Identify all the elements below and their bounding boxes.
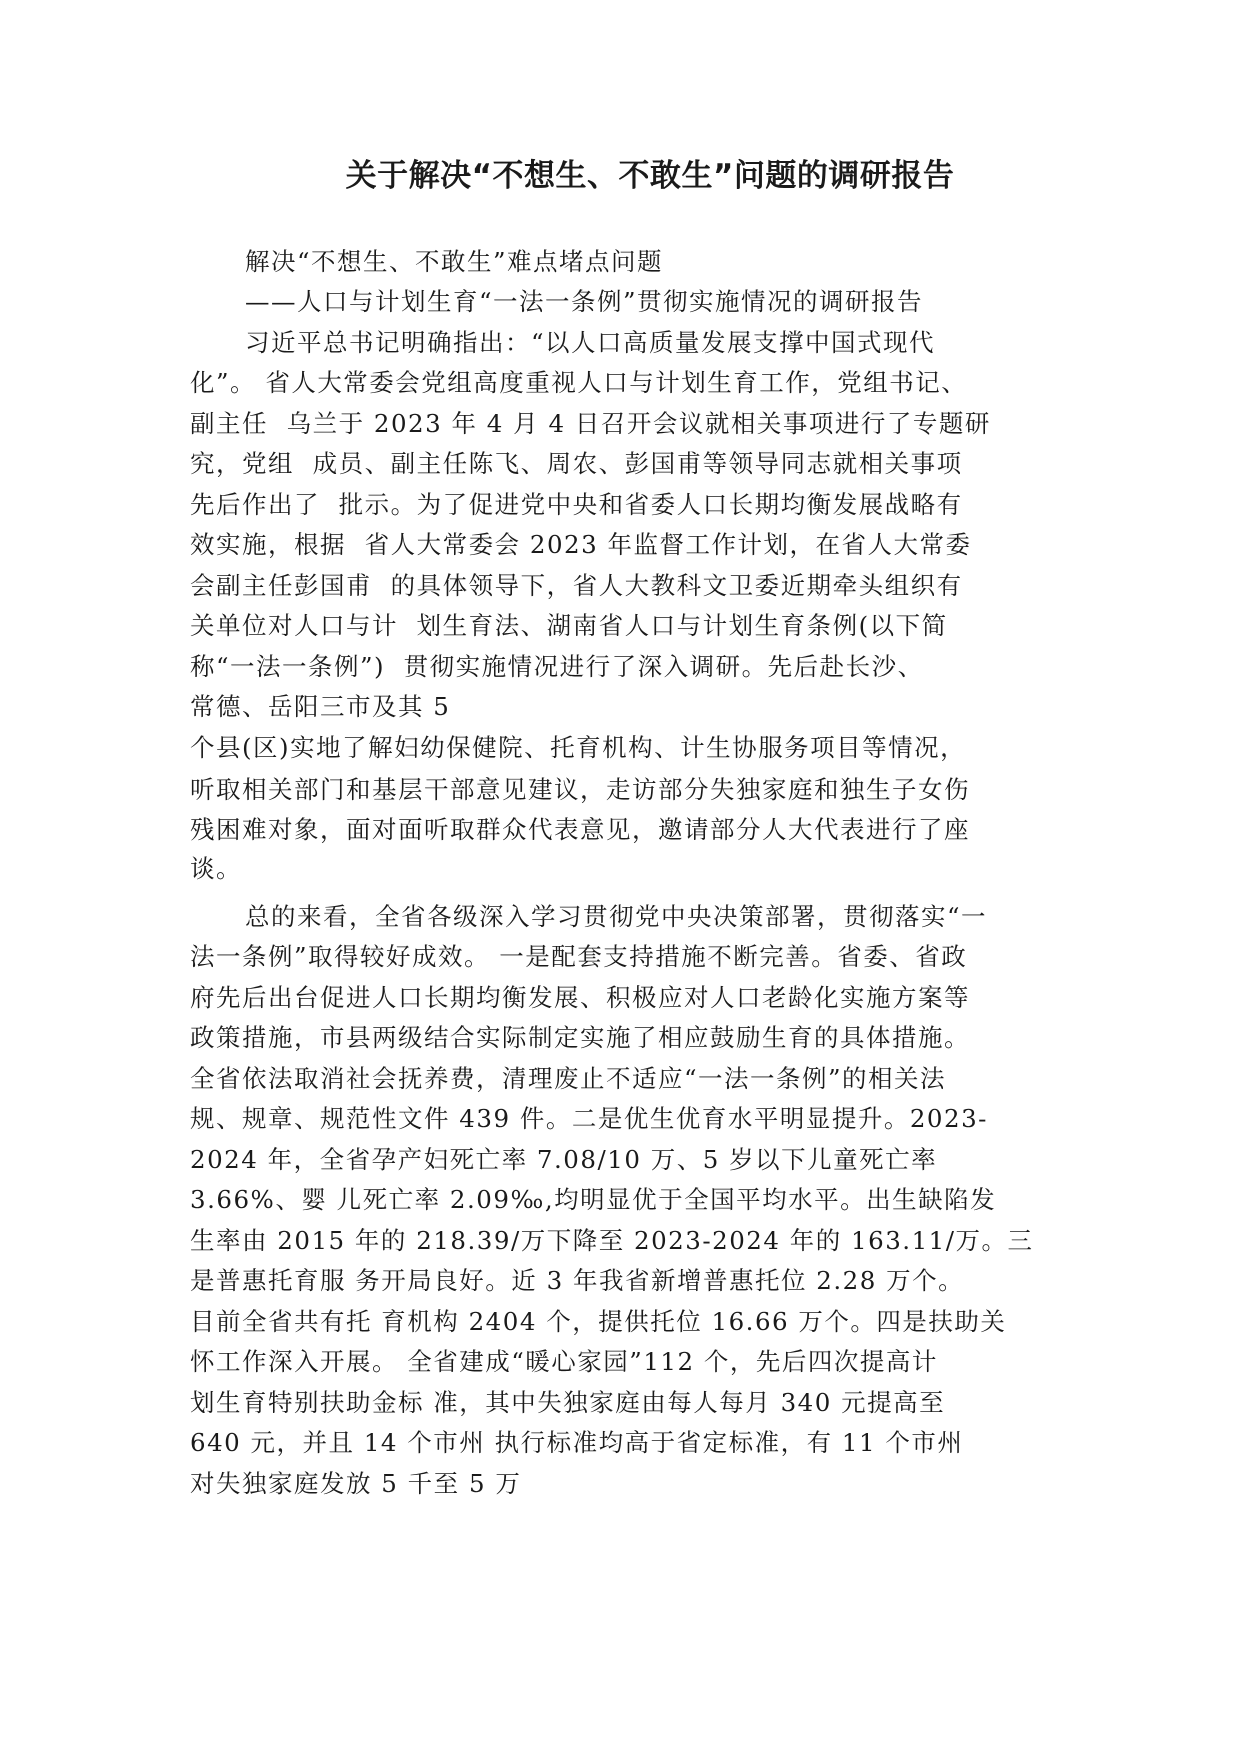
body-line: 总的来看，全省各级深入学习贯彻党中央决策部署，贯彻落实“一 — [245, 902, 988, 931]
body-line: 先后作出了 批示。为了促进党中央和省委人口长期均衡发展战略有 — [190, 490, 963, 519]
body-line: 3.66%、婴 儿死亡率 2.09‰,均明显优于全国平均水平。出生缺陷发 — [190, 1185, 997, 1214]
body-line: 谈。 — [190, 854, 242, 883]
body-line: 化”。 省人大常委会党组高度重视人口与计划生育工作，党组书记、 — [190, 368, 968, 397]
body-line: 个县(区)实地了解妇幼保健院、托育机构、计生协服务项目等情况， — [190, 733, 967, 762]
body-line: 关单位对人口与计 划生育法、湖南省人口与计划生育条例(以下简 — [190, 611, 948, 640]
body-line: 残困难对象，面对面听取群众代表意见，邀请部分人大代表进行了座 — [190, 815, 970, 844]
body-line: 效实施，根据 省人大常委会 2023 年监督工作计划，在省人大常委 — [190, 530, 972, 559]
body-line: 法一条例”取得较好成效。 一是配套支持措施不断完善。省委、省政 — [190, 942, 968, 971]
body-line: 称“一法一条例”) 贯彻实施情况进行了深入调研。先后赴长沙、 — [190, 652, 924, 681]
body-line: 生率由 2015 年的 218.39/万下降至 2023-2024 年的 163.11/万。三 — [190, 1226, 1034, 1255]
document-title: 关于解决“不想生、不敢生”问题的调研报告 — [345, 158, 955, 194]
body-line: 政策措施，市县两级结合实际制定实施了相应鼓励生育的具体措施。 — [190, 1023, 970, 1052]
body-line: 究，党组 成员、副主任陈飞、周农、彭国甫等领导同志就相关事项 — [190, 449, 963, 478]
body-line: 常德、岳阳三市及其 5 — [190, 692, 451, 721]
body-line: 全省依法取消社会抚养费，清理废止不适应“一法一条例”的相关法 — [190, 1064, 947, 1093]
body-line: 规、规章、规范性文件 439 件。二是优生优育水平明显提升。2023- — [190, 1104, 988, 1133]
body-line: 会副主任彭国甫 的具体领导下，省人大教科文卫委近期牵头组织有 — [190, 571, 963, 600]
body-line: 划生育特别扶助金标 准，其中失独家庭由每人每月 340 元提高至 — [190, 1388, 946, 1417]
body-line: 是普惠托育服 务开局良好。近 3 年我省新增普惠托位 2.28 万个。 — [190, 1266, 965, 1295]
body-line: 目前全省共有托 育机构 2404 个，提供托位 16.66 万个。四是扶助关 — [190, 1307, 1007, 1336]
body-line: 习近平总书记明确指出：“以人口高质量发展支撑中国式现代 — [245, 328, 936, 357]
body-line: 对失独家庭发放 5 千至 5 万 — [190, 1469, 522, 1498]
body-line: 640 元，并且 14 个市州 执行标准均高于省定标准，有 11 个市州 — [190, 1428, 964, 1457]
body-line: 怀工作深入开展。 全省建成“暖心家园”112 个，先后四次提高计 — [190, 1347, 938, 1376]
body-line: 副主任 乌兰于 2023 年 4 月 4 日召开会议就相关事项进行了专题研 — [190, 409, 991, 438]
subtitle-line: ——人口与计划生育“一法一条例”贯彻实施情况的调研报告 — [245, 287, 924, 316]
body-line: 2024 年，全省孕产妇死亡率 7.08/10 万、5 岁以下儿童死亡率 — [190, 1145, 938, 1174]
body-line: 府先后出台促进人口长期均衡发展、积极应对人口老龄化实施方案等 — [190, 983, 970, 1012]
body-line: 听取相关部门和基层干部意见建议，走访部分失独家庭和独生子女伤 — [190, 775, 970, 804]
subtitle-line: 解决“不想生、不敢生”难点堵点问题 — [245, 247, 664, 276]
